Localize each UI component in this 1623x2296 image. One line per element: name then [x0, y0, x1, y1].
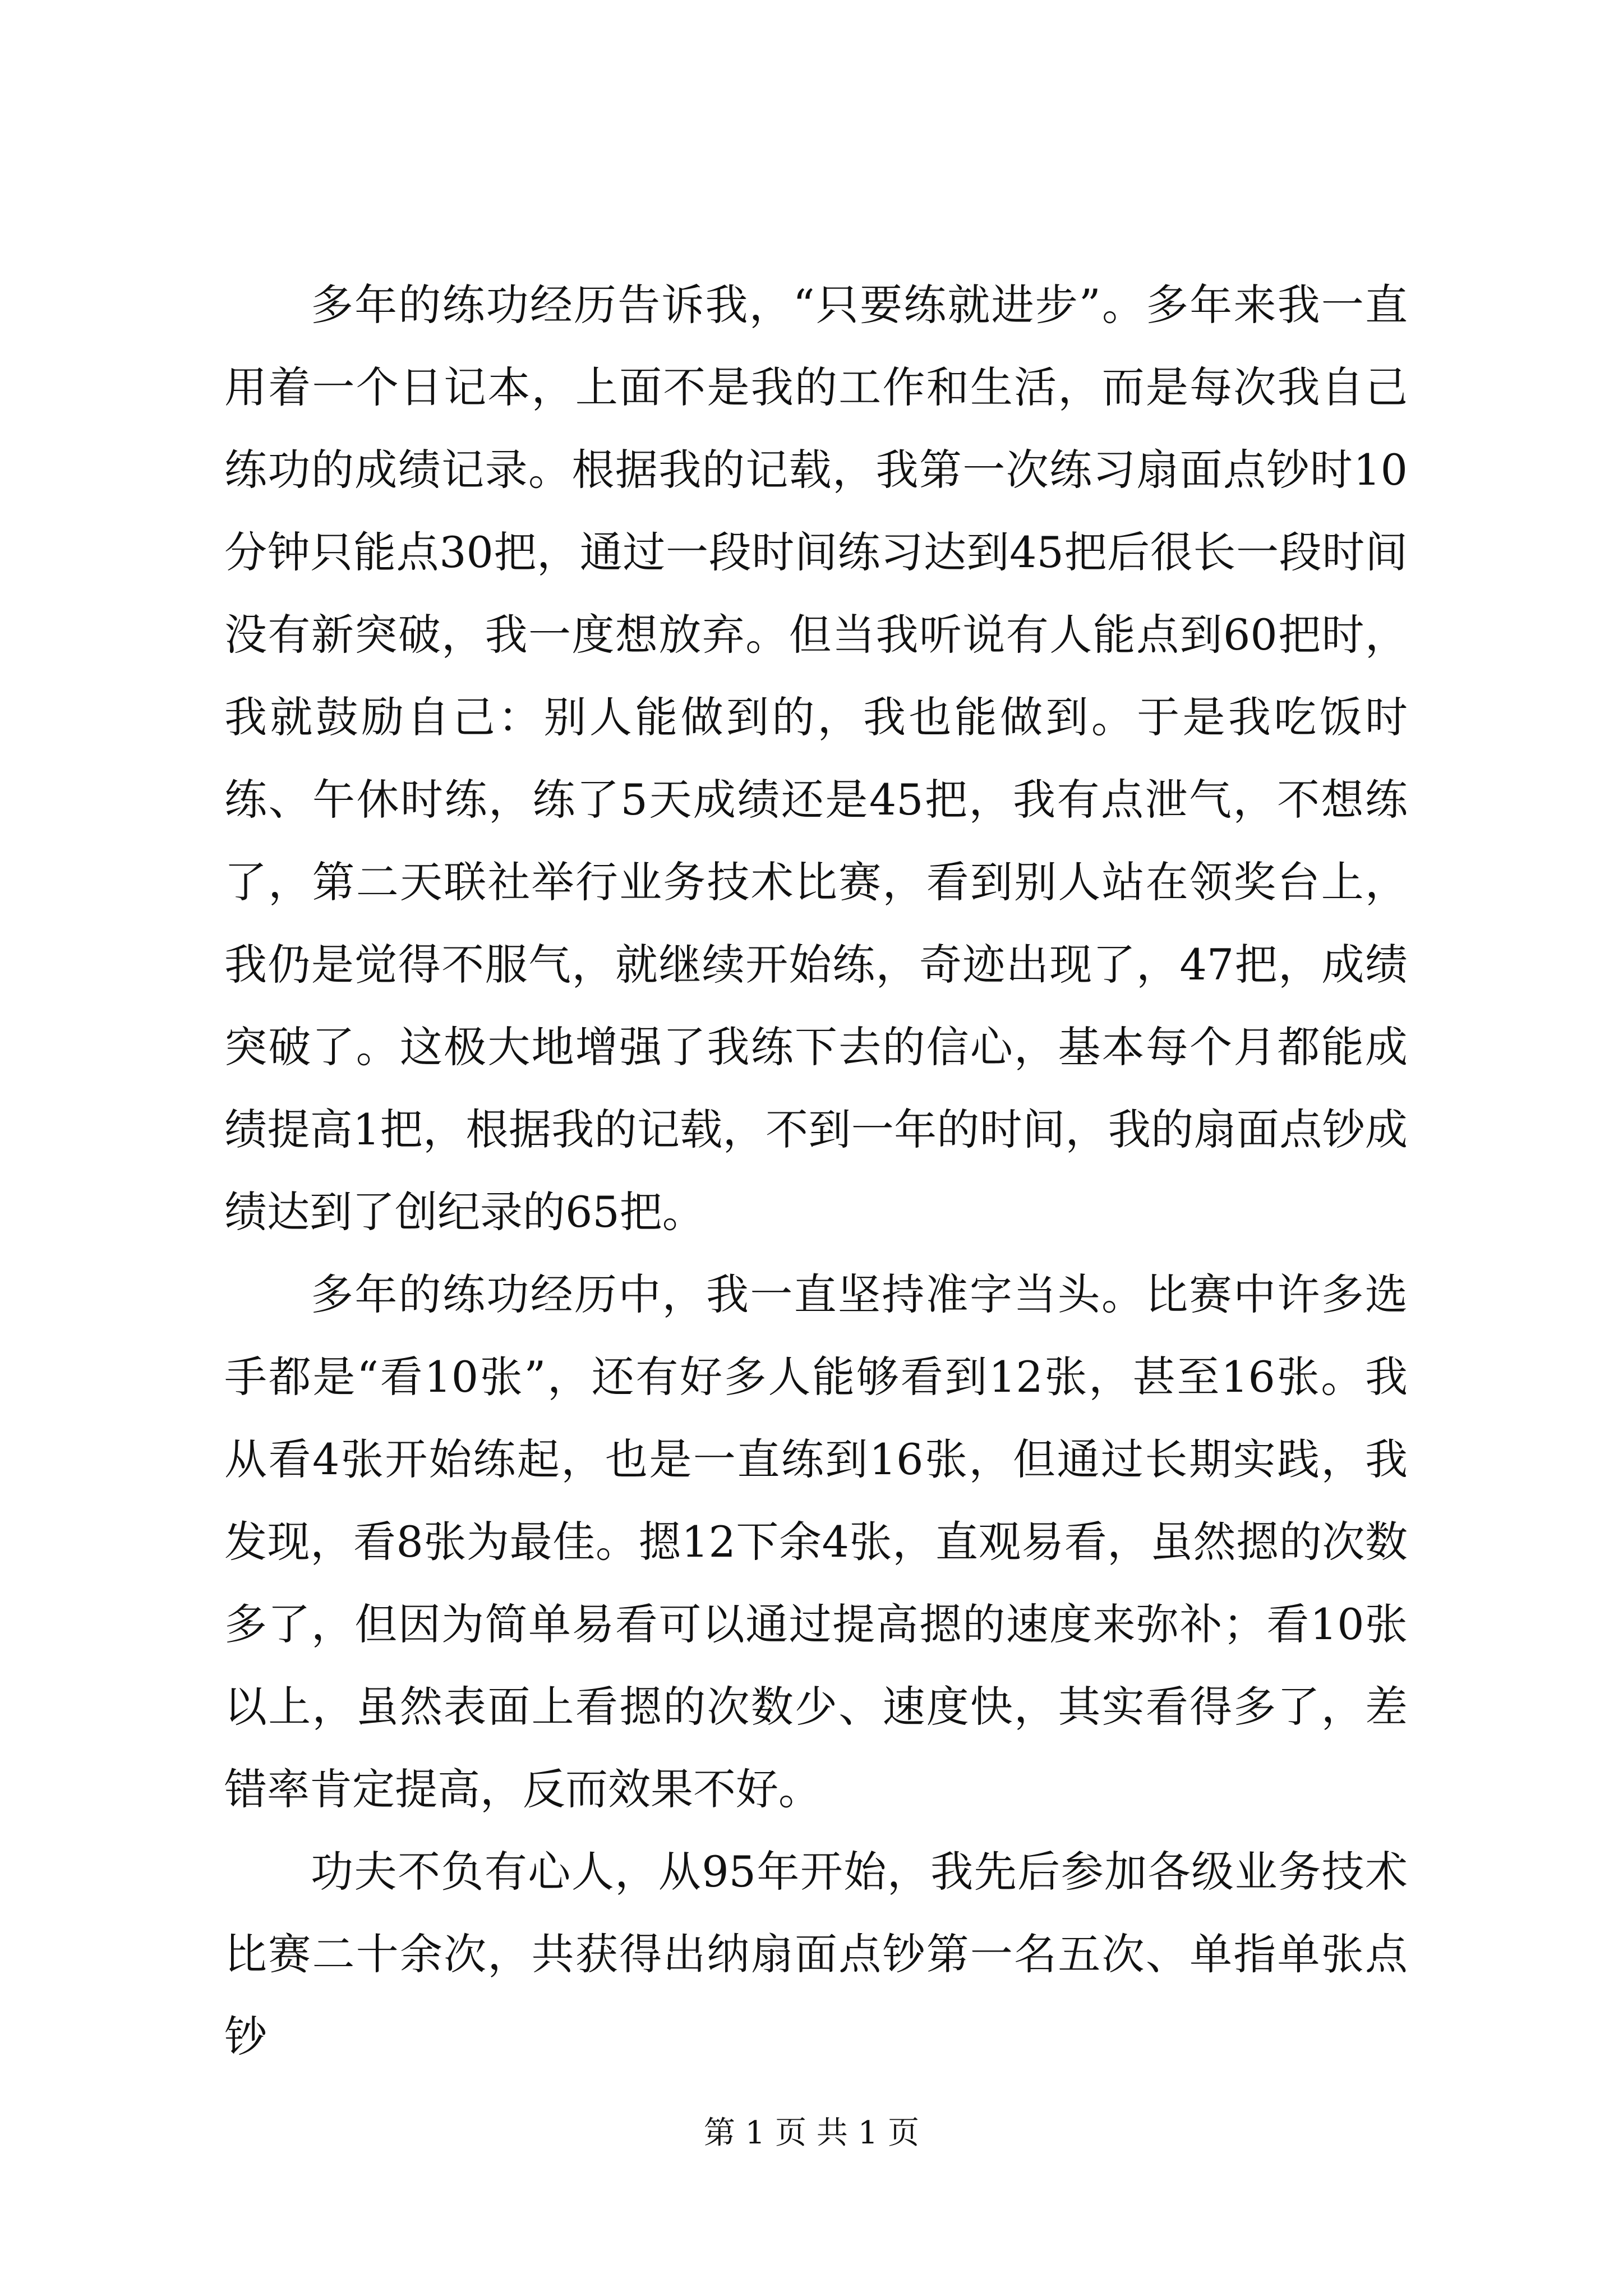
document-body	[224, 264, 1408, 2078]
paragraph-practice-record: 多年的练功经历告诉我，“只要练就进步”。多年来我一直用着一个日记本，上面不是我的工作和生活，而是每次我自己练功的成绩记录。根据我的记载，我第一次练习扇面点钞时10分钟只能点30把，通过一段时间练习达到45把后很长一段时间没有新突破，我一度想放弃。但当我听说有人能点到60把时，我就鼓励自己：别人能做到的，我也能做到。于是我吃饭时练、午休时练，练了5天成绩还是45把，我有点泄气，不想练了，第二天联社举行业务技术比赛，看到别人站在领奖台上，我仍是觉得不服气，就继续开始练，奇迹出现了，47把，成绩突破了。这极大地增强了我练下去的信心，基本每个月都能成绩提高1把，根据我的记载，不到一年的时间，我的扇面点钞成绩达到了创纪录的65把。	[224, 280, 1408, 1237]
paragraph-achievements: 功夫不负有心人，从95年开始，我先后参加各级业务技术比赛二十余次，共获得出纳扇面点钞第一名五次、单指单张点钞	[224, 1847, 1408, 2062]
paragraph-accuracy: 多年的练功经历中，我一直坚持准字当头。比赛中许多选手都是“看10张”，还有好多人能够看到12张，甚至16张。我从看4张开始练起，也是一直练到16张，但通过长期实践，我发现，看8张为最佳。摁12下余4张，直观易看，虽然摁的次数多了，但因为简单易看可以通过提高摁的速度来弥补；看10张以上，虽然表面上看摁的次数少、速度快，其实看得多了，差错率肯定提高，反而效果不好。	[224, 1269, 1408, 1814]
page-footer: 第 1 页 共 1 页	[703, 2115, 920, 2151]
